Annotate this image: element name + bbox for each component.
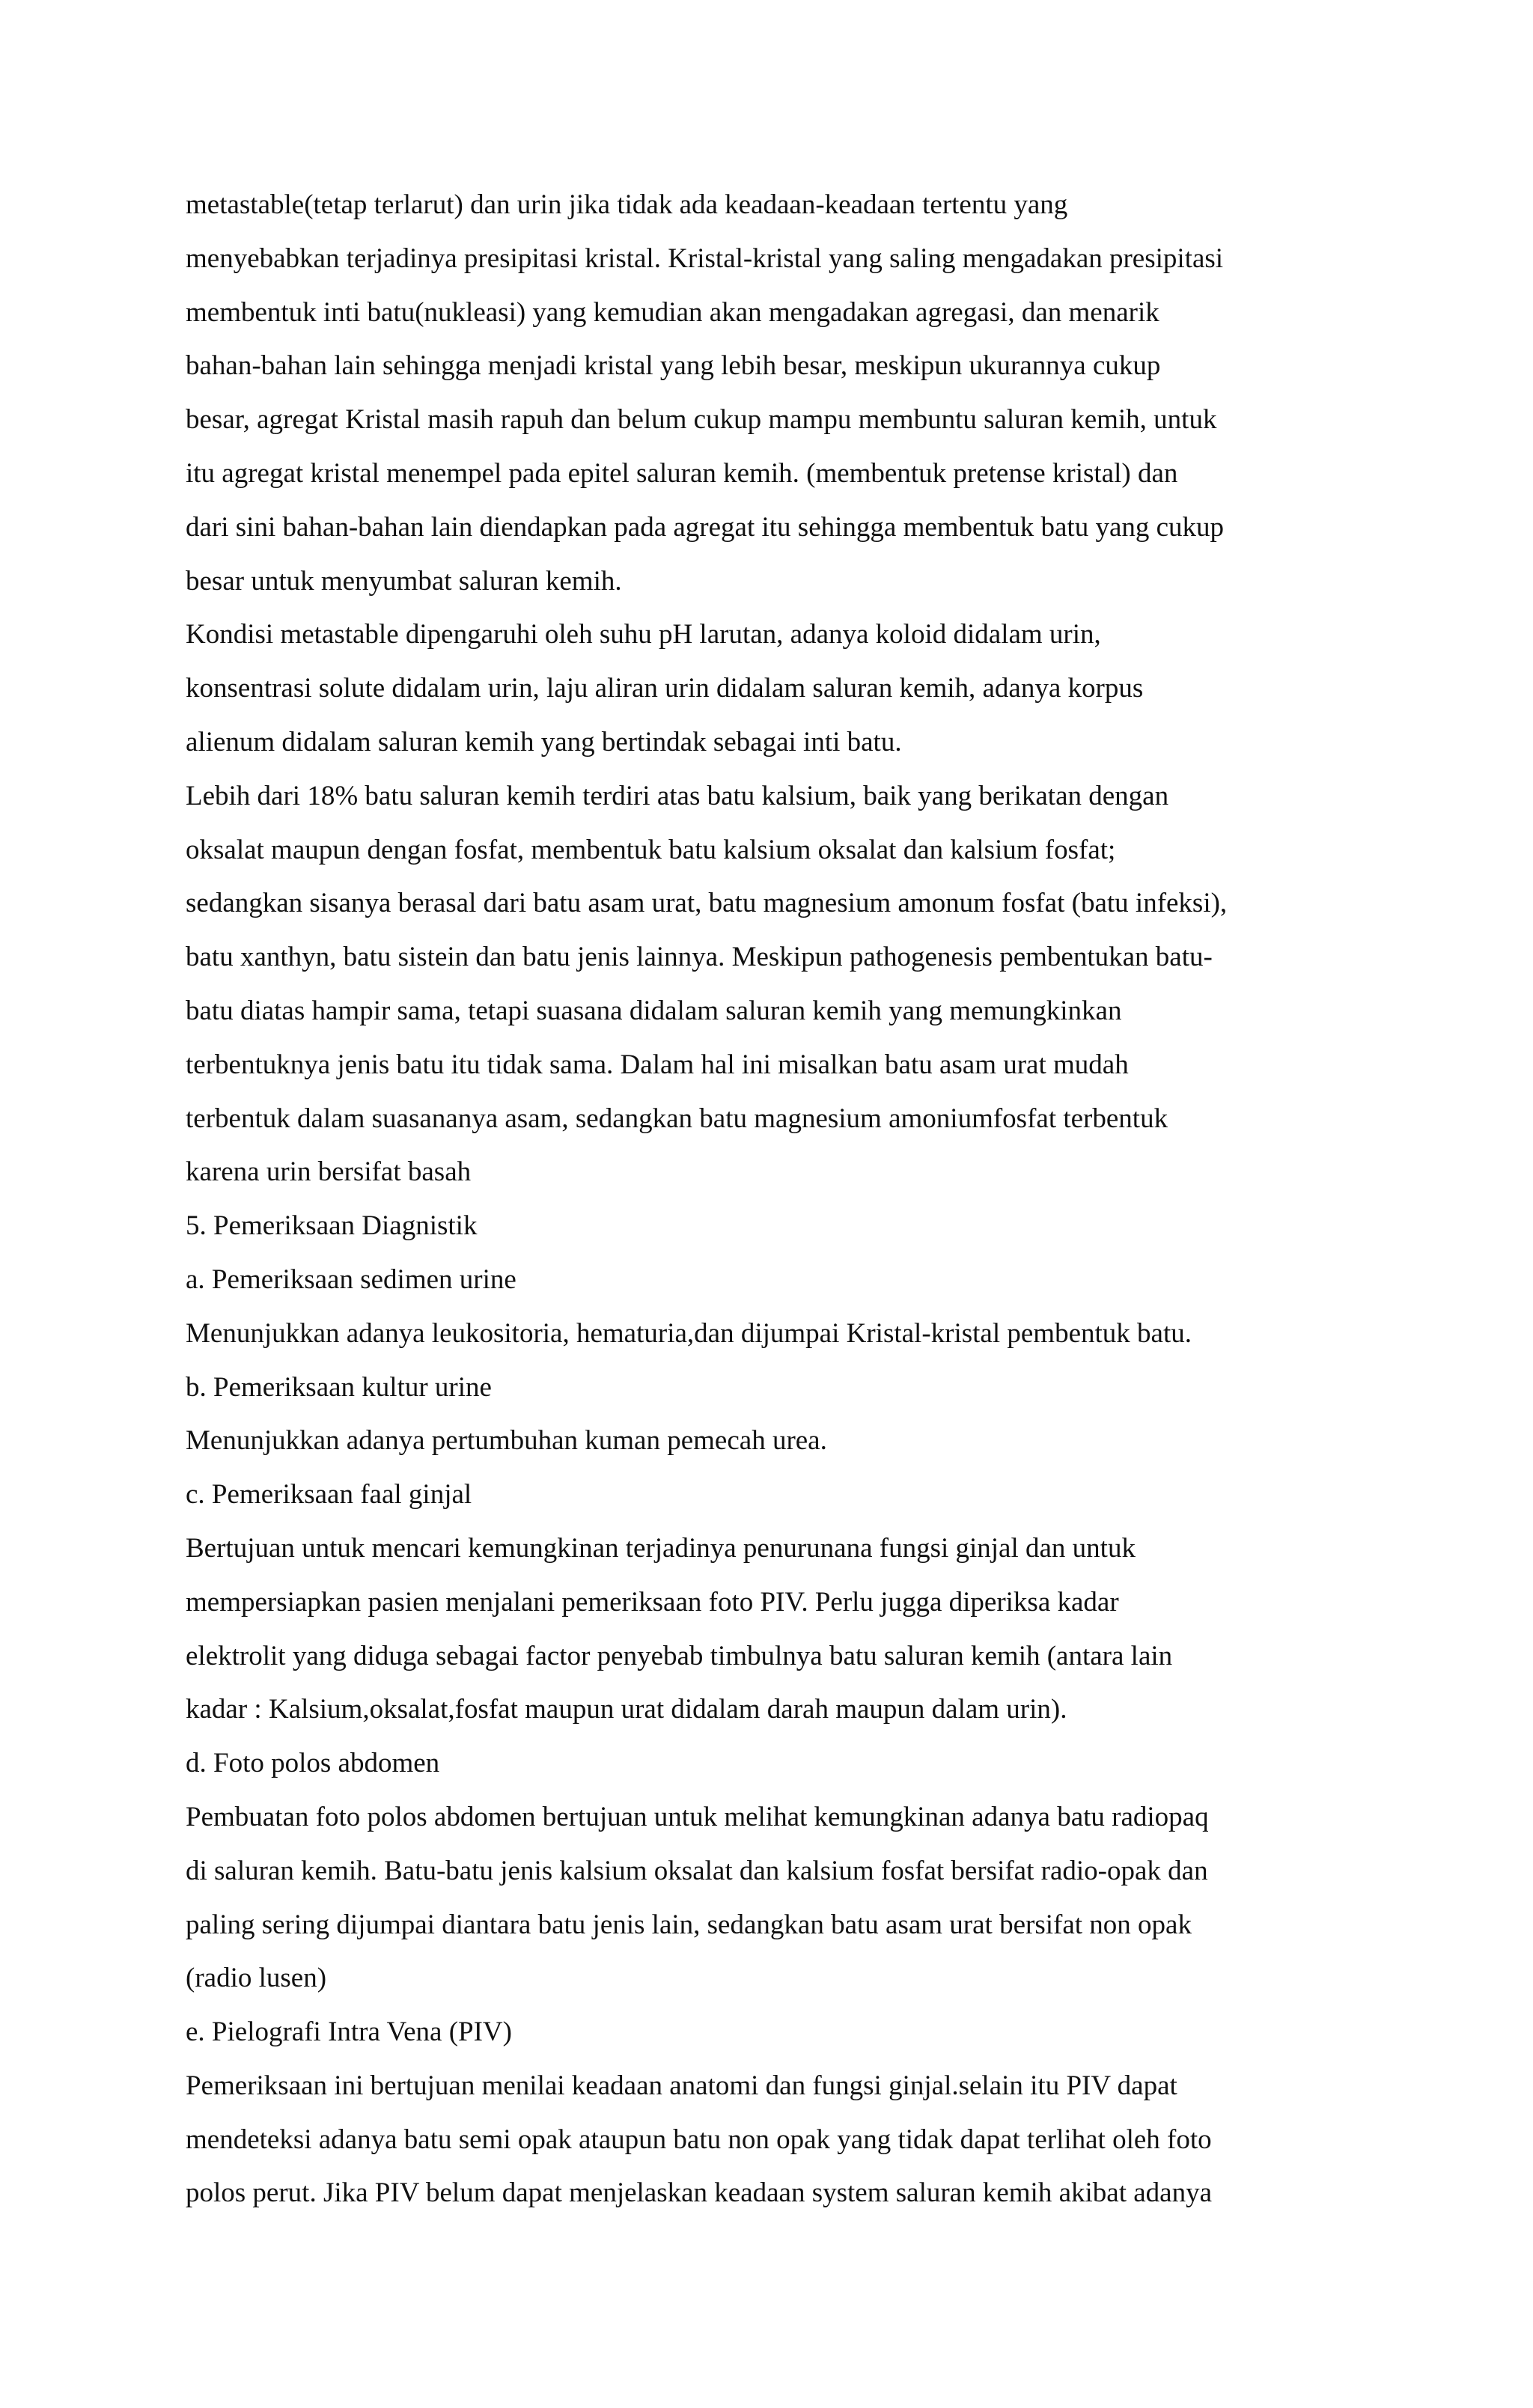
text-line: Menunjukkan adanya pertumbuhan kuman pemecah urea. — [186, 1425, 827, 1457]
section-heading: 5. Pemeriksaan Diagnistik — [186, 1210, 478, 1242]
text-line: mendeteksi adanya batu semi opak ataupun batu non opak yang tidak dapat terlihat oleh foto — [186, 2124, 1212, 2155]
text-line: paling sering dijumpai diantara batu jenis lain, sedangkan batu asam urat bersifat non opak — [186, 1909, 1192, 1940]
text-line: alienum didalam saluran kemih yang bertindak sebagai inti batu. — [186, 726, 902, 758]
text-line: Lebih dari 18% batu saluran kemih terdiri atas batu kalsium, baik yang berikatan dengan — [186, 780, 1169, 811]
text-line: terbentuknya jenis batu itu tidak sama. Dalam hal ini misalkan batu asam urat mudah — [186, 1049, 1129, 1080]
text-line: Pemeriksaan ini bertujuan menilai keadaan anatomi dan fungsi ginjal.selain itu PIV dapat — [186, 2070, 1177, 2101]
text-line: karena urin bersifat basah — [186, 1156, 472, 1188]
text-line: Bertujuan untuk mencari kemungkinan terjadinya penurunana fungsi ginjal dan untuk — [186, 1532, 1136, 1564]
text-line: Menunjukkan adanya leukositoria, hematuria,dan dijumpai Kristal-kristal pembentuk batu. — [186, 1317, 1192, 1349]
text-line: besar, agregat Kristal masih rapuh dan belum cukup mampu membuntu saluran kemih, untuk — [186, 404, 1217, 436]
text-line: sedangkan sisanya berasal dari batu asam urat, batu magnesium amonum fosfat (batu infeksi), — [186, 888, 1228, 919]
subsection-heading: b. Pemeriksaan kultur urine — [186, 1371, 492, 1403]
text-line: membentuk inti batu(nukleasi) yang kemudian akan mengadakan agregasi, dan menarik — [186, 296, 1159, 328]
text-line: kadar : Kalsium,oksalat,fosfat maupun urat didalam darah maupun dalam urin). — [186, 1694, 1067, 1725]
text-line: di saluran kemih. Batu-batu jenis kalsium oksalat dan kalsium fosfat bersifat radio-opak dan — [186, 1855, 1208, 1886]
text-line: batu xanthyn, batu sistein dan batu jenis lainnya. Meskipun pathogenesis pembentukan batu- — [186, 942, 1213, 973]
text-line: polos perut. Jika PIV belum dapat menjelaskan keadaan system saluran kemih akibat adanya — [186, 2177, 1213, 2209]
subsection-heading: d. Foto polos abdomen — [186, 1748, 440, 1779]
text-line: batu diatas hampir sama, tetapi suasana didalam saluran kemih yang memungkinkan — [186, 995, 1122, 1026]
text-line: menyebabkan terjadinya presipitasi kristal. Kristal-kristal yang saling mengadakan presipitasi — [186, 243, 1224, 274]
text-line: oksalat maupun dengan fosfat, membentuk batu kalsium oksalat dan kalsium fosfat; — [186, 834, 1116, 865]
text-line: besar untuk menyumbat saluran kemih. — [186, 565, 622, 597]
text-line: (radio lusen) — [186, 1963, 327, 1994]
text-line: dari sini bahan-bahan lain diendapkan pada agregat itu sehingga membentuk batu yang cukup — [186, 511, 1225, 543]
text-line: konsentrasi solute didalam urin, laju aliran urin didalam saluran kemih, adanya korpus — [186, 673, 1144, 704]
text-line: itu agregat kristal menempel pada epitel saluran kemih. (membentuk pretense kristal) dan — [186, 457, 1178, 489]
subsection-heading: e. Pielografi Intra Vena (PIV) — [186, 2017, 512, 2048]
text-line: mempersiapkan pasien menjalani pemeriksaan foto PIV. Perlu jugga diperiksa kadar — [186, 1586, 1119, 1618]
document-body — [186, 178, 1353, 2220]
text-line: metastable(tetap terlarut) dan urin jika tidak ada keadaan-keadaan tertentu yang — [186, 189, 1068, 220]
text-line: terbentuk dalam suasananya asam, sedangkan batu magnesium amoniumfosfat terbentuk — [186, 1103, 1168, 1134]
text-line: elektrolit yang diduga sebagai factor penyebab timbulnya batu saluran kemih (antara lain — [186, 1640, 1173, 1671]
subsection-heading: c. Pemeriksaan faal ginjal — [186, 1479, 472, 1511]
text-line: Kondisi metastable dipengaruhi oleh suhu pH larutan, adanya koloid didalam urin, — [186, 619, 1101, 650]
subsection-heading: a. Pemeriksaan sedimen urine — [186, 1264, 516, 1295]
text-line: Pembuatan foto polos abdomen bertujuan untuk melihat kemungkinan adanya batu radiopaq — [186, 1801, 1209, 1832]
text-line: bahan-bahan lain sehingga menjadi kristal yang lebih besar, meskipun ukurannya cukup — [186, 350, 1161, 382]
